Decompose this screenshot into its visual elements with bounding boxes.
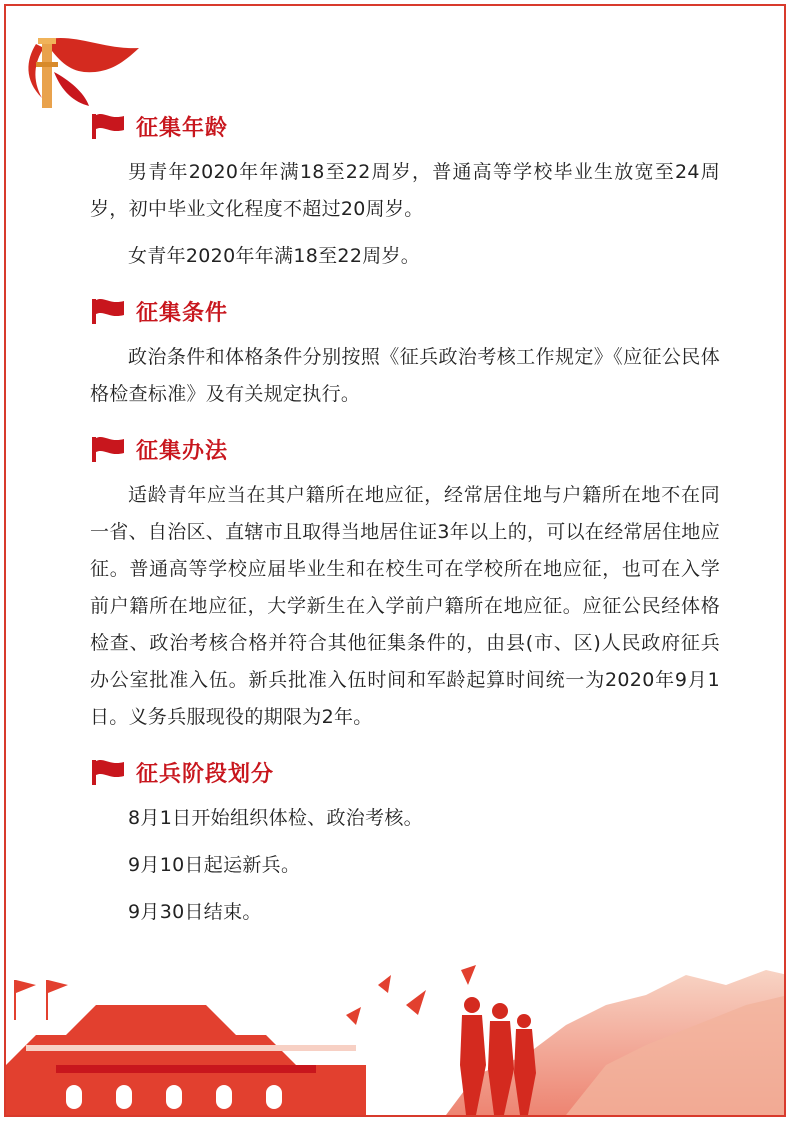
section-title: 征集办法 — [136, 438, 229, 464]
red-flag-icon — [90, 112, 126, 140]
paragraph: 政治条件和体格条件分别按照《征兵政治考核工作规定》《应征公民体格检查标准》及有关规定执行。 — [90, 346, 720, 405]
bottom-decoration — [6, 965, 786, 1115]
section-title: 征集条件 — [136, 300, 229, 326]
red-flag-icon — [90, 435, 126, 463]
paragraph: 8月1日开始组织体检、政治考核。 — [128, 807, 423, 829]
page-frame — [4, 4, 786, 1117]
section-heading — [90, 104, 720, 148]
paragraph: 适龄青年应当在其户籍所在地应征，经常居住地与户籍所在地不在同一省、自治区、直辖市且取得当地居住证3年以上的，可以在经常居住地应征。普通高等学校应届毕业生和在校生可在学校所在地应征，也可在入学前户籍所在地应征，大学新生在入学前户籍所在地应征。应征公民经体格检查、政治考核合格并符合其他征集条件的，由县(市、区)人民政府征兵办公室批准入伍。新兵批准入伍时间和军龄起算时间统一为2020年9月1日。义务兵服现役的期限为2年。 — [90, 484, 720, 728]
paragraph: 男青年2020年年满18至22周岁，普通高等学校毕业生放宽至24周岁，初中毕业文化程度不超过20周岁。 — [90, 161, 720, 220]
paragraph: 9月10日起运新兵。 — [128, 854, 301, 876]
section-title: 征集年龄 — [136, 115, 229, 141]
document-body — [90, 104, 720, 945]
paragraph: 女青年2020年年满18至22周岁。 — [128, 245, 421, 267]
section-heading — [90, 750, 720, 794]
section-conditions — [90, 289, 720, 413]
section-method — [90, 427, 720, 736]
section-heading — [90, 427, 720, 471]
section-age — [90, 104, 720, 275]
red-flag-icon — [90, 758, 126, 786]
paragraph: 9月30日结束。 — [128, 901, 262, 923]
section-stages — [90, 750, 720, 931]
huabiao-flag-logo — [14, 32, 144, 112]
red-flag-icon — [90, 297, 126, 325]
section-heading — [90, 289, 720, 333]
section-title: 征兵阶段划分 — [136, 761, 275, 787]
